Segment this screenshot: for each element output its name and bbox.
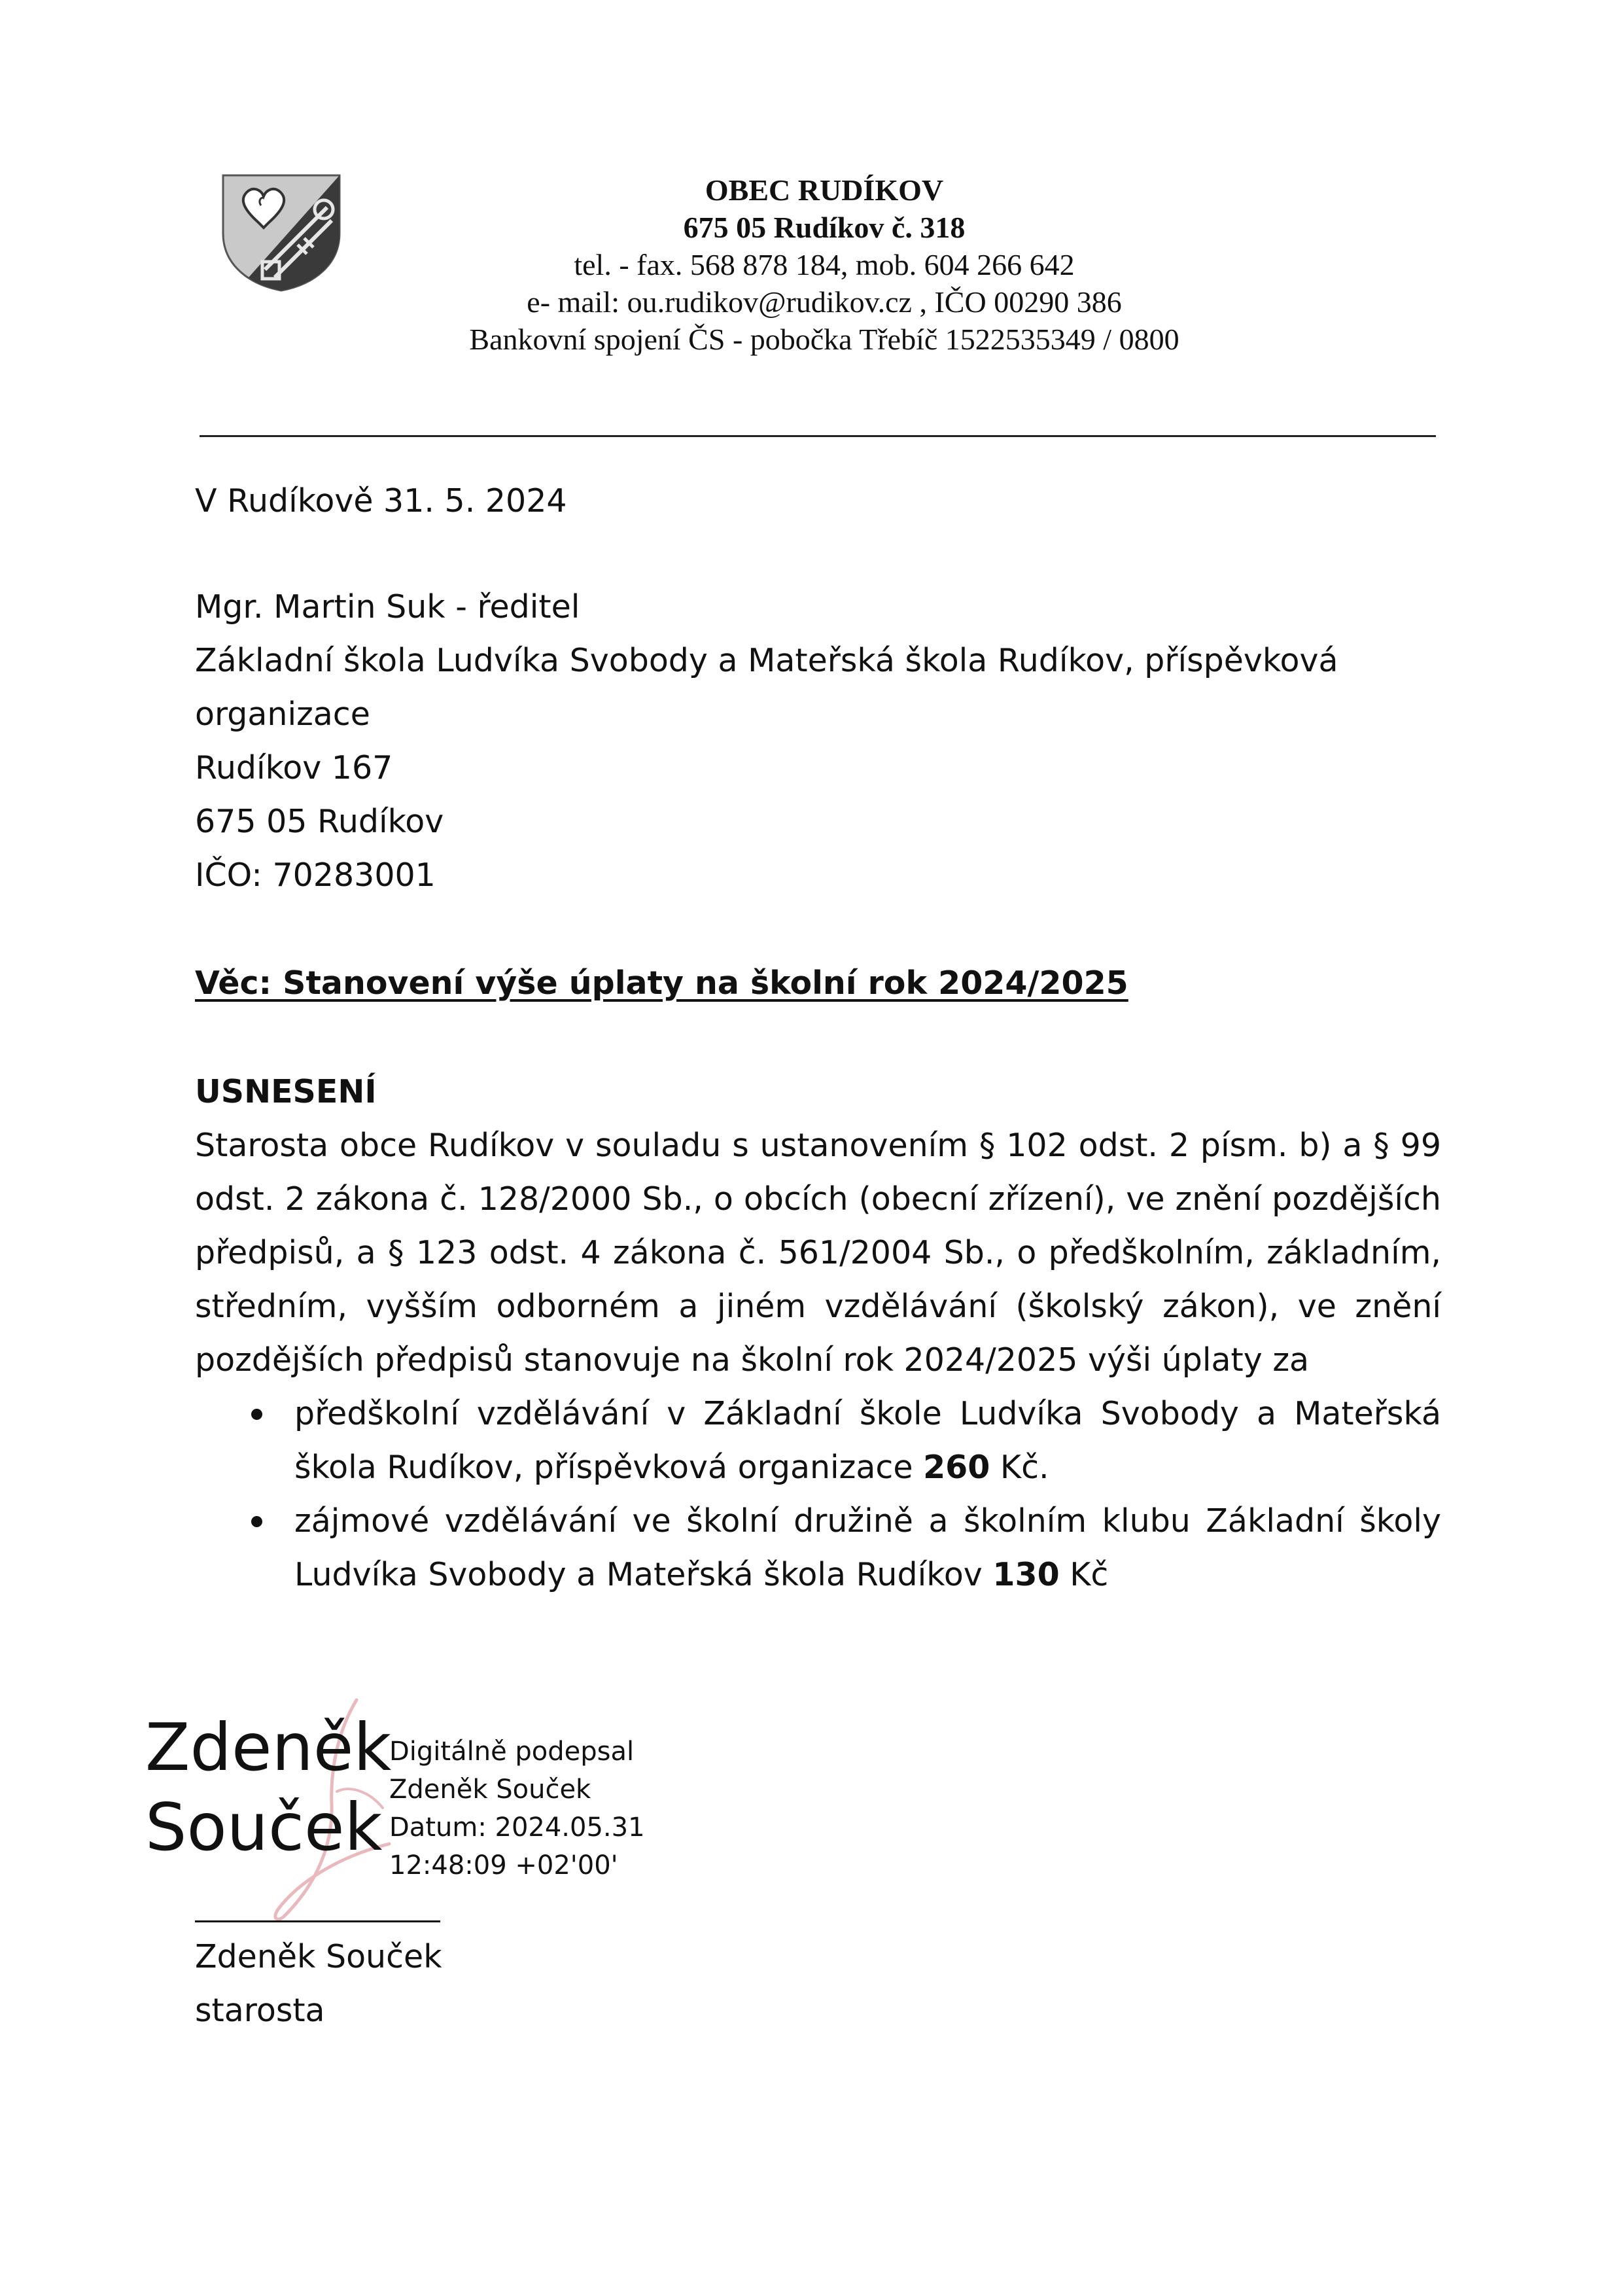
fee-item-afterschool: [195, 1494, 1441, 1602]
addressee-line: Základní škola Ludvíka Svobody a Mateřská škola Rudíkov, příspěvková: [195, 642, 1338, 679]
header-divider: [200, 435, 1436, 437]
fee-item-text: předškolní vzdělávání v Základní škole Ludvíka Svobody a Mateřská škola Rudíkov, příspěvková organizace: [294, 1395, 1441, 1486]
signature-note-line: 12:48:09 +02'00': [389, 1850, 618, 1881]
municipality-address: 675 05 Rudíkov č. 318: [683, 211, 966, 244]
addressee-line: Mgr. Martin Suk - ředitel: [195, 588, 580, 626]
signer-block: [195, 1930, 442, 2038]
contact-email-ico: e- mail: ou.rudikov@rudikov.cz , IČO 00290 386: [527, 285, 1122, 319]
addressee-block: [195, 580, 1438, 902]
signature-note-line: Datum: 2024.05.31: [389, 1812, 645, 1843]
fee-item-preschool: [195, 1387, 1441, 1494]
signature-first-name: Zdeněk: [145, 1709, 392, 1786]
addressee-line: 675 05 Rudíkov: [195, 803, 444, 840]
fee-amount: 130: [992, 1556, 1060, 1593]
subject-line: Věc: Stanovení výše úplaty na školní rok 2024/2025: [195, 964, 1128, 1002]
place-date: V Rudíkově 31. 5. 2024: [195, 482, 567, 520]
fee-currency: Kč.: [990, 1449, 1049, 1486]
signer-name: Zdeněk Souček: [195, 1938, 442, 1975]
resolution-title: USNESENÍ: [195, 1073, 377, 1110]
municipality-name: OBEC RUDÍKOV: [705, 173, 944, 207]
bank-details: Bankovní spojení ČS - pobočka Třebíč 1522535349 / 0800: [469, 323, 1179, 356]
fee-item-text: zájmové vzdělávání ve školní družině a školním klubu Základní školy Ludvíka Svobody a Mateřská škola Rudíkov: [294, 1502, 1441, 1593]
resolution-text: Starosta obce Rudíkov v souladu s ustanovením § 102 odst. 2 písm. b) a § 99 odst. 2 zákona č. 128/2000 Sb., o obcích (obecní zřízení), ve znění pozdějších předpisů, a § 123 odst. 4 zákona č. 561/2004 Sb., o předškolním, základním, středním, vyšším odborném a jiném vzdělávání (školský zákon), ve znění pozdějších předpisů stanovuje na školní rok 2024/2025 výši úplaty za: [195, 1127, 1441, 1379]
addressee-line: Rudíkov 167: [195, 749, 393, 786]
fee-amount: 260: [923, 1449, 990, 1486]
addressee-line: IČO: 70283001: [195, 857, 436, 894]
signature-name-large: [145, 1708, 391, 1867]
fee-currency: Kč: [1059, 1556, 1109, 1593]
municipal-crest-icon: [219, 171, 343, 292]
signature-note-line: Zdeněk Souček: [389, 1775, 591, 1805]
digital-signature-note: [389, 1733, 645, 1884]
signer-role: starosta: [195, 1992, 325, 2029]
resolution-section: [195, 1065, 1441, 1602]
fee-list: [195, 1387, 1441, 1602]
signature-note-line: Digitálně podepsal: [389, 1737, 635, 1767]
contact-phone: tel. - fax. 568 878 184, mob. 604 266 642: [574, 248, 1075, 281]
signature-line: [195, 1920, 440, 1922]
addressee-line: organizace: [195, 696, 370, 733]
letterhead: [366, 171, 1282, 358]
signature-last-name: Souček: [145, 1789, 383, 1865]
